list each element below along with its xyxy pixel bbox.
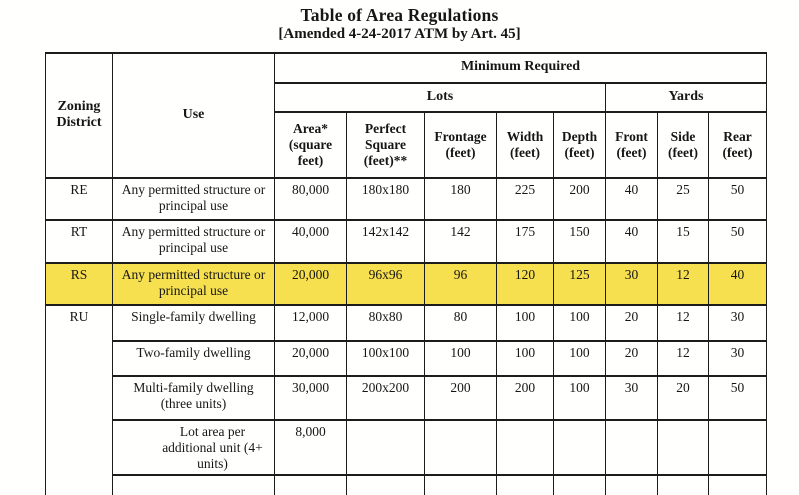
col-header-side: Side (feet) [658, 112, 709, 178]
document-amendment-note: [Amended 4-24-2017 ATM by Art. 45] [278, 26, 521, 43]
area-cell: 40,000 [275, 220, 347, 263]
district-cell-ru-merged: RU [46, 305, 113, 495]
col-header-perfect-square: Perfect Square (feet)** [347, 112, 425, 178]
frontage-cell: 100 [425, 341, 497, 376]
side-cell: 12 [658, 341, 709, 376]
width-cell: 175 [497, 220, 554, 263]
frontage-cell: 80 [425, 305, 497, 341]
depth-cell: 100 [554, 376, 606, 420]
front-cell [606, 420, 658, 475]
front-cell: 30 [606, 263, 658, 305]
perfect-square-cell: 96x96 [347, 263, 425, 305]
zoning-district-header: Zoning District [46, 53, 113, 178]
perfect-square-cell: 100x100 [347, 341, 425, 376]
front-cell: 40 [606, 178, 658, 220]
use-header: Use [113, 53, 275, 178]
width-cell: 100 [497, 305, 554, 341]
rear-cell: 30 [709, 305, 767, 341]
yards-header: Yards [606, 83, 767, 112]
width-cell [497, 420, 554, 475]
title-block [0, 0, 799, 43]
width-cell: 120 [497, 263, 554, 305]
table-row-ru-two-family [46, 341, 767, 376]
frontage-cell: 180 [425, 178, 497, 220]
front-cell: 30 [606, 376, 658, 420]
perfect-square-cell: 180x180 [347, 178, 425, 220]
frontage-cell: 200 [425, 376, 497, 420]
district-cell: RS [46, 263, 113, 305]
depth-cell: 100 [554, 305, 606, 341]
depth-cell [554, 420, 606, 475]
frontage-cell [425, 420, 497, 475]
table-row-re [46, 178, 767, 220]
depth-cell: 100 [554, 341, 606, 376]
area-cell: 8,000 [275, 420, 347, 475]
width-cell: 100 [497, 341, 554, 376]
table-row-rs-highlighted [46, 263, 767, 305]
depth-cell: 150 [554, 220, 606, 263]
table-row-ru-lot-area-additional [46, 420, 767, 475]
use-cell: Any permitted structure or principal use [113, 220, 275, 263]
perfect-square-cell: 200x200 [347, 376, 425, 420]
rear-cell: 50 [709, 376, 767, 420]
rear-cell: 50 [709, 178, 767, 220]
frontage-cell: 142 [425, 220, 497, 263]
table-row-rt [46, 220, 767, 263]
area-cell: 12,000 [275, 305, 347, 341]
col-header-frontage: Frontage (feet) [425, 112, 497, 178]
document-title: Table of Area Regulations [300, 5, 499, 25]
depth-cell: 125 [554, 263, 606, 305]
width-cell: 200 [497, 376, 554, 420]
use-cell [113, 475, 275, 495]
frontage-cell: 96 [425, 263, 497, 305]
rear-cell: 30 [709, 341, 767, 376]
table-row-ru-multi-family [46, 376, 767, 420]
lots-header: Lots [275, 83, 606, 112]
side-cell: 12 [658, 263, 709, 305]
side-cell: 15 [658, 220, 709, 263]
col-header-front: Front (feet) [606, 112, 658, 178]
use-cell: Any permitted structure or principal use [113, 178, 275, 220]
front-cell: 40 [606, 220, 658, 263]
side-cell: 25 [658, 178, 709, 220]
col-header-rear: Rear (feet) [709, 112, 767, 178]
rear-cell: 50 [709, 220, 767, 263]
area-cell: 30,000 [275, 376, 347, 420]
minimum-required-header: Minimum Required [275, 53, 767, 83]
col-header-depth: Depth (feet) [554, 112, 606, 178]
use-cell: Two-family dwelling [113, 341, 275, 376]
width-cell: 225 [497, 178, 554, 220]
header-row-minimum-required [46, 53, 767, 83]
table-row-ru-single-family [46, 305, 767, 341]
depth-cell: 200 [554, 178, 606, 220]
side-cell: 20 [658, 376, 709, 420]
rear-cell [709, 420, 767, 475]
perfect-square-cell [347, 420, 425, 475]
perfect-square-cell: 142x142 [347, 220, 425, 263]
table-row-partial-cropped [46, 475, 767, 495]
use-cell: Lot area per additional unit (4+ units) [113, 420, 275, 475]
col-header-area: Area* (square feet) [275, 112, 347, 178]
use-cell: Multi-family dwelling (three units) [113, 376, 275, 420]
col-header-width: Width (feet) [497, 112, 554, 178]
side-cell [658, 420, 709, 475]
rear-cell: 40 [709, 263, 767, 305]
area-cell: 80,000 [275, 178, 347, 220]
district-cell: RT [46, 220, 113, 263]
front-cell: 20 [606, 341, 658, 376]
area-regulations-table [45, 52, 767, 495]
perfect-square-cell: 80x80 [347, 305, 425, 341]
district-cell: RE [46, 178, 113, 220]
use-cell: Any permitted structure or principal use [113, 263, 275, 305]
side-cell: 12 [658, 305, 709, 341]
front-cell: 20 [606, 305, 658, 341]
area-cell: 20,000 [275, 341, 347, 376]
use-cell: Single-family dwelling [113, 305, 275, 341]
area-cell: 20,000 [275, 263, 347, 305]
